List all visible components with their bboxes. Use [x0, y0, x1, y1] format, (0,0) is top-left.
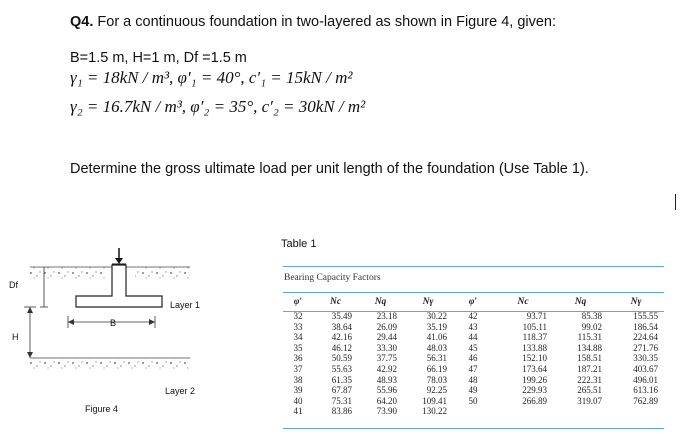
table-cell: 115.31 [577, 332, 602, 343]
table-cell: 99.02 [581, 321, 602, 332]
table-cell: 37 [293, 363, 303, 374]
table-cell: 222.31 [577, 374, 602, 385]
table-title: Table 1 [281, 238, 317, 250]
table-cell: 42.16 [331, 332, 352, 343]
table-cell [553, 406, 608, 417]
table-row [283, 375, 664, 386]
table-cell: 45 [468, 342, 478, 353]
table-cell: 35.49 [331, 311, 352, 321]
table-header-cell: Nγ [422, 297, 434, 307]
table-cell: 46.12 [331, 342, 352, 353]
table-row [283, 322, 664, 333]
table-cell: 37.75 [376, 353, 397, 364]
table-cell: 133.88 [522, 342, 547, 353]
table-header-cell: φ′ [293, 297, 303, 307]
table-cell: 229.93 [522, 385, 547, 396]
table-cell: 224.64 [633, 332, 658, 343]
table-cell: 83.86 [331, 406, 352, 417]
table-cell: 33.30 [376, 342, 397, 353]
table-cell: 41 [293, 406, 303, 417]
table-cell: 36 [293, 353, 303, 364]
table-cell: 187.21 [577, 363, 602, 374]
text-cursor [675, 194, 676, 210]
table-row [283, 396, 664, 407]
table-cell: 130.22 [422, 406, 447, 417]
table-cell: 73.90 [376, 406, 397, 417]
table-cell: 30.22 [426, 311, 447, 321]
table-caption: Bearing Capacity Factors [284, 273, 381, 283]
figure-caption: Figure 4 [85, 404, 119, 414]
table-cell: 35.19 [426, 321, 447, 332]
table-cell: 23.18 [376, 311, 397, 321]
table-cell: 613.16 [633, 385, 658, 396]
table-cell: 134.88 [577, 342, 602, 353]
layer1-label: Layer 1 [170, 300, 201, 310]
table-header-cell: Nc [329, 297, 342, 307]
table-cell: 78.03 [426, 374, 447, 385]
table-cell: 64.20 [376, 395, 397, 406]
table-cell: 50.59 [331, 353, 352, 364]
load-arrowhead [115, 258, 123, 264]
table-cell: 67.87 [331, 385, 352, 396]
table-cell [608, 406, 664, 417]
table-cell: 42 [468, 311, 478, 321]
layer-boundary-soil [30, 358, 190, 370]
table-cell: 43 [468, 321, 478, 332]
table-cell: 266.89 [522, 395, 547, 406]
given-dimensions: B=1.5 m, H=1 m, Df =1.5 m [70, 50, 247, 66]
layer1-parameters: γ₁ = 18kN / m³, φ′₁ = 40°, c′₁ = 15kN / m² [70, 68, 353, 87]
table-row [283, 364, 664, 375]
table-cell [453, 406, 493, 417]
table-cell: 186.54 [633, 321, 658, 332]
table-cell: 152.10 [522, 353, 547, 364]
task-statement: Determine the gross ultimate load per unit length of the foundation (Use Table 1). [70, 161, 589, 177]
table-row [283, 406, 664, 417]
question-number: Q4. [70, 14, 94, 30]
layer2-parameters: γ₂ = 16.7kN / m³, φ′₂ = 35°, c′₂ = 30kN / m² [70, 97, 366, 116]
table-cell: 49 [468, 385, 478, 396]
table-cell: 330.35 [633, 353, 658, 364]
table-cell: 38.64 [331, 321, 352, 332]
table-cell: 75.31 [331, 395, 352, 406]
table-cell: 44 [468, 332, 478, 343]
table-cell: 265.51 [577, 385, 602, 396]
table-cell: 61.35 [331, 374, 352, 385]
layer2-label: Layer 2 [165, 386, 196, 396]
table-header-cell: Nc [517, 297, 529, 307]
table-cell: 55.63 [331, 363, 352, 374]
table-cell: 105.11 [522, 321, 547, 332]
ground-soil-right [135, 267, 190, 281]
table-cell: 46 [468, 353, 478, 364]
table-cell: 48.03 [426, 342, 447, 353]
table-cell: 41.06 [426, 332, 447, 343]
table-cell: 50 [468, 395, 478, 406]
b-label: B [110, 318, 117, 328]
table-header-cell: Nq [374, 297, 387, 307]
table-cell: 34 [293, 332, 303, 343]
table-cell: 85.38 [581, 311, 602, 321]
table-cell: 762.89 [633, 395, 658, 406]
foundation-figure [0, 240, 250, 430]
table-cell: 118.37 [522, 332, 547, 343]
table-top-rule [283, 266, 664, 267]
question-title-text: For a continuous foundation in two-layered as shown in Figure 4, given: [93, 14, 557, 30]
table-cell: 32 [293, 311, 303, 321]
table-cell: 158.51 [577, 353, 602, 364]
ground-soil-left [30, 267, 105, 281]
h-label: H [12, 332, 19, 342]
table-cell: 55.96 [376, 385, 397, 396]
table-cell: 155.55 [633, 311, 658, 321]
table-cell: 56.31 [426, 353, 447, 364]
bearing-capacity-table [283, 293, 664, 417]
table-cell: 496.01 [633, 374, 658, 385]
table-cell: 29.44 [376, 332, 397, 343]
table-header-cell: φ′ [468, 297, 478, 307]
table-cell: 40 [293, 395, 303, 406]
table-cell: 199.26 [522, 374, 547, 385]
table-cell: 47 [468, 363, 478, 374]
table-row [283, 353, 664, 364]
table-row [283, 332, 664, 343]
table-row [283, 311, 664, 322]
table-cell: 92.25 [426, 385, 447, 396]
table-cell: 42.92 [376, 363, 397, 374]
table-cell: 319.07 [577, 395, 602, 406]
table-header-cell: Nγ [630, 297, 642, 307]
table-row [283, 385, 664, 396]
table-header-row [283, 293, 664, 311]
table-cell: 271.76 [633, 342, 658, 353]
table-bottom-rule [283, 428, 664, 429]
table-cell: 33 [293, 321, 303, 332]
df-label: Df [9, 280, 18, 290]
table-cell: 403.67 [633, 363, 658, 374]
table-cell: 173.64 [522, 363, 547, 374]
question-title [70, 14, 556, 30]
table-cell: 35 [293, 342, 303, 353]
table-cell: 93.71 [526, 311, 547, 321]
table-row [283, 343, 664, 354]
table-cell: 39 [293, 385, 303, 396]
table-cell: 38 [293, 374, 303, 385]
table-cell: 109.41 [422, 395, 447, 406]
table-cell: 26.09 [376, 321, 397, 332]
table-cell: 48 [468, 374, 478, 385]
table-cell [493, 406, 553, 417]
table-cell: 48.93 [376, 374, 397, 385]
table-cell: 66.19 [426, 363, 447, 374]
table-header-cell: Nq [574, 297, 587, 307]
